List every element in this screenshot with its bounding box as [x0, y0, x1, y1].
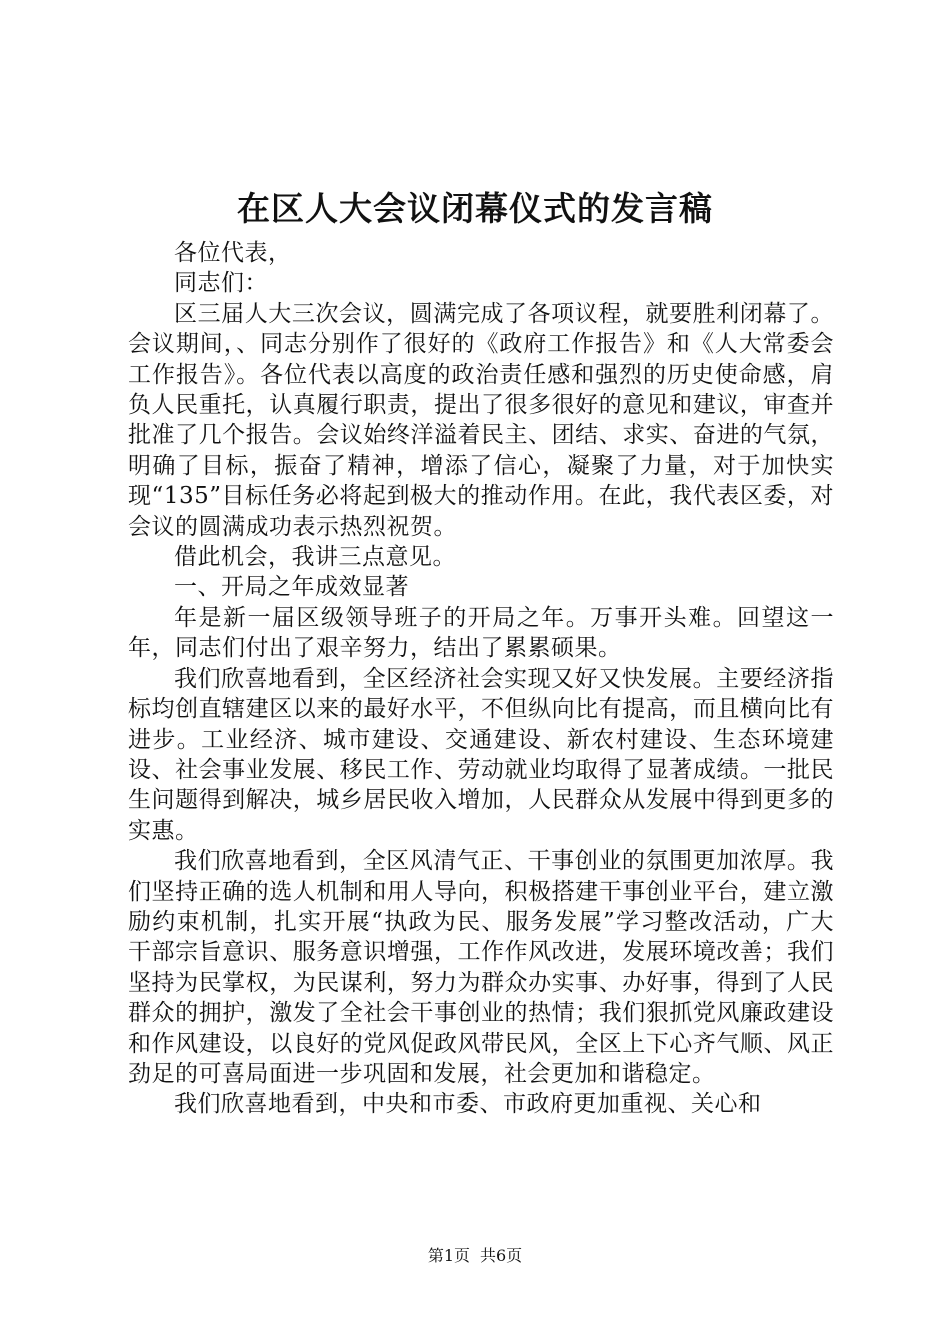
paragraph-economy: 我们欣喜地看到，全区经济社会实现又好又快发展。主要经济指标均创直辖建区以来的最好水平，不但纵向比有提高，而且横向比有进步。工业经济、城市建设、交通建设、新农村建设、生态环境建设、社会事业发展、移民工作、劳动就业均取得了显著成绩。一批民生问题得到解决，城乡居民收入增加，人民群众从发展中得到更多的实惠。 [128, 665, 834, 844]
paragraph-year-review: 年是新一届区级领导班子的开局之年。万事开头难。回望这一年，同志们付出了艰辛努力，结出了累累硕果。 [128, 604, 834, 662]
page-total: 共6页 [480, 1246, 523, 1265]
salutation-delegates: 各位代表， [174, 240, 292, 266]
document-title: 在区人大会议闭幕仪式的发言稿 [237, 189, 713, 228]
paragraph-opening: 区三届人大三次会议，圆满完成了各项议程，就要胜利闭幕了。会议期间，、同志分别作了很好的《政府工作报告》和《人大常委会工作报告》。各位代表以高度的政治责任感和强烈的历史使命感，肩负人民重托，认真履行职责，提出了很多很好的意见和建议，审查并批准了几个报告。会议始终洋溢着民主、团结、求实、奋进的气氛，明确了目标，振奋了精神，增添了信心，凝聚了力量，对于加快实现“135”目标任务必将起到极大的推动作用。在此，我代表区委，对会议的圆满成功表示热烈祝贺。 [128, 300, 834, 540]
document-body [128, 238, 834, 1120]
section-heading-1: 一、开局之年成效显著 [174, 574, 409, 601]
paragraph-central-support: 我们欣喜地看到，中央和市委、市政府更加重视、关心和 [174, 1091, 762, 1118]
page-footer [0, 1246, 950, 1266]
page-number: 第1页 [427, 1246, 470, 1265]
paragraph-atmosphere: 我们欣喜地看到，全区风清气正、干事创业的氛围更加浓厚。我们坚持正确的选人机制和用人导向，积极搭建干事创业平台，建立激励约束机制，扎实开展“执政为民、服务发展”学习整改活动，广大干部宗旨意识、服务意识增强，工作作风改进，发展环境改善；我们坚持为民掌权，为民谋利，努力为群众办实事、办好事，得到了人民群众的拥护，激发了全社会干事创业的热情；我们狠抓党风廉政建设和作风建设，以良好的党风促政风带民风，全区上下心齐气顺、风正劲足的可喜局面进一步巩固和发展，社会更加和谐稳定。 [128, 848, 834, 1087]
salutation-comrades: 同志们： [174, 270, 268, 297]
paragraph-three-points: 借此机会，我讲三点意见。 [174, 544, 456, 571]
